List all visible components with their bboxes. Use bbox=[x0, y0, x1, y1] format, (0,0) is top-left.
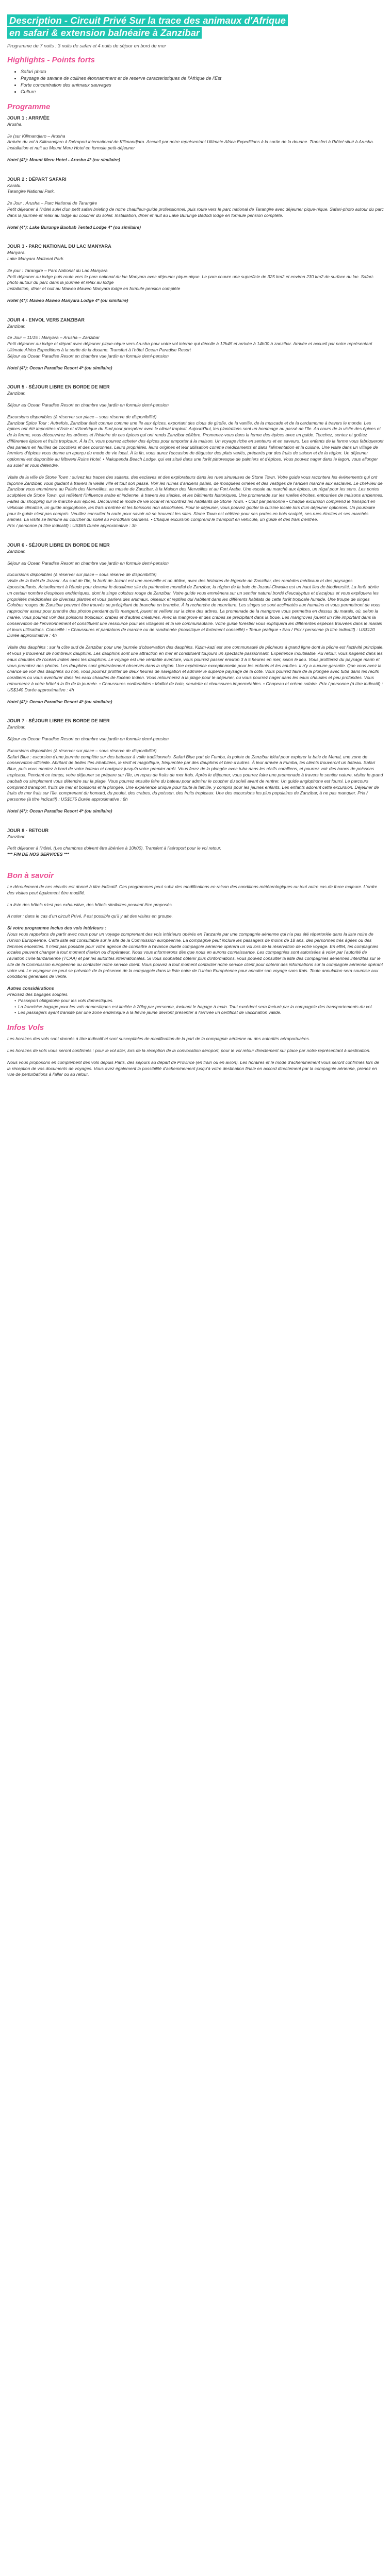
day-place: Zanzibar. bbox=[7, 724, 26, 730]
day-paragraph: Visite de la ville de Stone Town : suivez les traces des sultans, des esclaves et des explorateurs dans les rues sinueuses de Stone Town. Votre guide vous racontera les événements qui ont façonné Zanzibar, vous guidant à travers la vieille ville et tout son passé. Voir les ruines d'anciens palais, de mosquées ornées et des vestiges de l'ancien marché aux esclaves. Le chef-lieu de Zanzibar vous emmènera au Palais des Merveilles, au musée de Zanzibar, à la Maison des Merveilles et au Fort Arabe. Une escale au marché aux épices, un régal pour les sens. Les portes sculptées de Stone Town, qui reflètent l'influence arabe et indienne, à travers les siècles, et les bâtiments historiques. Une promenade sur les ruelles étroites, entourées de maisons anciennes. Faites du shopping sur le marché aux épices. Découvrez le mode de vie local et rencontrez les habitants de Stone Town. • Coût par personne • Chaque excursion comprend le transport en véhicule climatisé, un guide anglophone, les frais d'entrée et les boissons non alcoolisées. Pour le déjeuner, vous pouvez goûter la cuisine locale lors d'un déjeuner optionnel. Un pourboire pour le guide n'est pas compris. Veuillez consulter la carte pour savoir où se trouvent les sites. Stone Town est célèbre pour ses portes en bois sculpté, ses rues étroites et ses marchés animés. La visite se termine au coucher du soleil au Forodhani Gardens. • Chaque excursion comprend le transport en véhicule, un guide et des frais d'entrée. bbox=[7, 474, 384, 522]
day-hotel: Hotel (4*): Lake Burunge Baobab Tented Lodge 4* (ou similaire) bbox=[7, 224, 141, 230]
consideration-item: • La franchise bagage pour les vols domestiques est limitée à 20kg par personne, incluant le bagage à main. Tout excédent sera facturé par la compagnie des transportements du vol. bbox=[14, 1004, 384, 1010]
consideration-item: • Passeport obligatoire pour les vols domestiques. bbox=[14, 998, 384, 1004]
day-paragraph: 3e jour : Tarangire – Parc National du Lac Manyara bbox=[7, 267, 108, 273]
other-considerations-list bbox=[7, 998, 384, 1016]
day-hotel: Hotel (4*): Ocean Paradise Resort 4* (ou similaire) bbox=[7, 808, 112, 814]
page-title: Description - Circuit Privé Sur la trace des animaux d'Afrique en safari & extension balnéaire à Zanzibar bbox=[7, 14, 288, 39]
other-considerations-title: Autres considérations bbox=[7, 986, 54, 991]
highlight-item: • Forte concentration des animaux sauvages bbox=[21, 82, 384, 89]
day-paragraph: Séjour au Ocean Paradise Resort en chambre vue jardin en formule demi-pension bbox=[7, 736, 169, 741]
day-6 bbox=[7, 543, 384, 705]
day-title: JOUR 4 - ENVOL VERS ZANZIBAR bbox=[7, 317, 85, 323]
day-paragraph: Arrivée du vol à Kilimandjaro à l'aéroport international de Kilimandjaro. Accueil par notre représentant Ultimate Africa Expeditions à la sortie de la douane. Transfert à l'hôtel situé à Arusha. bbox=[7, 139, 374, 145]
day-paragraph: Excursions disponibles (à réserver sur place – sous réserve de disponibilité) bbox=[7, 572, 157, 578]
programme-summary: Programme de 7 nuits : 3 nuits de safari et 4 nuits de séjour en bord de mer bbox=[7, 43, 166, 48]
bon-a-savoir-section bbox=[7, 884, 384, 1016]
domestic-flights-text: Nous vous rappelons de partir avec nous pour un voyage comprenant des vols intérieurs opérés en Tanzanie par une compagnie aérienne qui n'a pas été répertoriée dans la liste noire de l'Union Européenne. Cette liste est consultable sur le site de la Commission européenne. La compagnie peut inclure les passagers de moins de 18 ans, des personnes très âgées ou des femmes enceintes. Il n'est pas possible pour votre agence de connaître à l'avance quelle compagnie aérienne opérera un vol lors de la réservation de votre voyage. En effet, les compagnies locales peuvent changer à tout moment d'avion ou d'opérateur. Nous vous informerons dès que nous en aurons connaissance. Les compagnies sont autorisées à voler par l'autorité de l'aviation civile tanzanienne (TCAA) et par les autorités internationales. Si vous souhaitez obtenir plus d'informations, vous pouvez consulter la liste des compagnies aériennes interdites sur le site de la Commission européenne ou contacter notre service client. Vous pouvez à tout moment contacter notre service client pour obtenir des informations sur la compagnie aérienne opérant votre vol. Le voyageur ne peut se prévaloir de la présence de la compagnie dans la liste noire de l'Union Européenne pour annuler son voyage sans frais. Toute annulation sera soumise aux conditions générales de vente. bbox=[7, 931, 383, 979]
day-2 bbox=[7, 177, 384, 231]
day-4 bbox=[7, 317, 384, 371]
flight-info-paragraph: Nous vous proposons en complément des vols depuis Paris, des séjours au départ de Province (en train ou en avion). Les horaires et le mode d'acheminement vous seront confirmés lors de la réception de vos documents de voyages. Vous avez également la possibilité d'acheminement jusqu'à votre destination finale en accord directement par la compagnie aérienne, prenez en vue de perturbations à l'aller ou au retour. bbox=[7, 1059, 380, 1077]
highlight-item: • Safari photo bbox=[21, 69, 384, 75]
highlight-item: • Paysage de savane de collines étonnamment et de reserve caracteristiques de l'Afrique de l'Est bbox=[21, 75, 384, 82]
day-paragraph: 2e Jour : Arusha – Parc National de Tarangire bbox=[7, 200, 97, 206]
other-considerations-intro: Précisez des bagages souples. bbox=[7, 992, 69, 997]
day-3 bbox=[7, 244, 384, 303]
day-paragraph: Séjour au Ocean Paradise Resort en chambre vue jardin en formule demi-pension bbox=[7, 560, 169, 566]
day-paragraph: Je (sur Kilimandjaro – Arusha bbox=[7, 133, 66, 139]
programme-heading: Programme bbox=[7, 103, 51, 111]
day-place: Zanzibar. bbox=[7, 834, 26, 839]
day-place: Zanzibar. bbox=[7, 548, 26, 554]
day-title: JOUR 1 : ARRIVÉE bbox=[7, 115, 50, 121]
day-paragraph: Excursions disponibles (à réserver sur place – sous réserve de disponibilité) bbox=[7, 748, 157, 753]
highlight-item: • Culture bbox=[21, 89, 384, 95]
day-paragraph: Installation et nuit au Mount Meru Hotel en formule petit-déjeuner bbox=[7, 145, 135, 151]
day-place-secondary: Lake Manyara National Park. bbox=[7, 256, 64, 261]
highlights-list bbox=[7, 69, 384, 95]
day-paragraph: Petit déjeuner à l'hôtel suivi d'un petit safari briefing de notre chauffeur-guide professionnel, puis route vers le parc national de Tarangire avec déjeuner pique-nique. Safari-photo autour du parc dans la journée et relax au lodge au coucher du soleil. Installation, dîner et nuit au Lake Burunge Badodi lodge en formule pension complète. bbox=[7, 206, 384, 218]
flight-info-paragraph: Les horaires des vols sont donnés à titre indicatif et sont susceptibles de modification de la part de la compagnie aérienne ou des autorités aéroportuaires. bbox=[7, 1036, 311, 1042]
day-place: Zanzibar. bbox=[7, 391, 26, 396]
domestic-flights-title: Si votre programme inclus des vols intérieurs : bbox=[7, 925, 106, 931]
day-paragraph: Séjour au Ocean Paradise Resort en chambre vue jardin en formule demi-pension bbox=[7, 353, 169, 359]
day-paragraph: Prix / personne (à titre indicatif) : US$65 Durée approximative : 3h bbox=[7, 523, 137, 529]
day-title: JOUR 6 - SÉJOUR LIBRE EN BORDE DE MER bbox=[7, 543, 110, 548]
day-paragraph: Safari Blue : excursion d'une journée complète sur des bateaux à voile traditionnels. Safari Blue part de Fumba, la pointe de Zanzibar idéal pour explorer la baie de Menai, une zone de conservation officielle. Abritant de belles îles inhabitées, le récif et magnifique, fréquentée par des dauphins et bien d'autres. À leur arrivée à Fumba, les clients trouveront un bateau. Safari Blue, puis vous montez à bord de votre bateau et naviguez jusqu'à votre premier arrêt. Vous ferez de la plongée avec tuba dans les récifs coralliens, et pourrez voir des bancs de poissons tropicaux. Pendant ce temps, votre déjeuner se prépare sur l'île, un repas de fruits de mer frais. Après le déjeuner, vous pourrez faire une promenade à travers le sentier nature, visiter le grand baobab ou simplement vous détendre sur la plage. Vous pourrez ensuite faire du bateau pour admirer le coucher du soleil avant de rentrer. Un guide anglophone est fourni. Le parcours comprend transport, fruits de mer et boissons et la plongée. Une expérience unique pour toute la famille, y compris pour les jeunes enfants. Les enfants adorent cette excursion. Déjeuner de fruits de mer frais sur l'île, comprenant du homard, du poulet, des crabes, du poisson, des fruits tropicaux. Une des excursions les plus populaires de Zanzibar, à ne pas manquer. Prix / personne (à titre indicatif) : US$175 Durée approximative : 6h bbox=[7, 754, 383, 802]
day-7 bbox=[7, 718, 384, 814]
day-paragraph: 4e Jour – 11/15 : Manyara – Arusha – Zanzibar bbox=[7, 335, 100, 341]
day-paragraph: Petit déjeuner au lodge et départ avec déjeuner pique-nique vers Arusha pour votre vol interne qui décolle à 12h45 et arrivée à 14h00 à zanzibar. Arrivée et accueil par notre représentant Ultimate Africa Expeditions à la sortie de la douane. Transfert à l'hôtel Ocean Paradise Resort bbox=[7, 341, 372, 352]
title-wrap bbox=[7, 14, 286, 39]
day-hotel: Hotel (4*): Mount Meru Hotel - Arusha 4* (ou similaire) bbox=[7, 157, 120, 162]
day-place: Manyara. bbox=[7, 250, 26, 256]
day-paragraph: Excursions disponibles (à réserver sur place – sous réserve de disponibilité) bbox=[7, 414, 157, 419]
day-paragraph: Petit déjeuner à l'hôtel. (Les chambres doivent être libérées à 10h00). Transfert à l'aéroport pour le vol retour. bbox=[7, 845, 222, 851]
end-of-services: *** FIN DE NOS SERVICES *** bbox=[7, 852, 69, 857]
day-place: Karatu. bbox=[7, 182, 22, 188]
day-paragraph: Séjour au Ocean Paradise Resort en chambre vue jardin en formule demi-pension bbox=[7, 402, 169, 408]
day-paragraph: Petit déjeuner au lodge puis route vers le parc national du lac Manyara avec déjeuner pique-nique. Le parc couvre une superficie de 325 km2 et environ 230 km2 de surface du lac. Safari-photo autour du parc dans la journée et relax au lodge bbox=[7, 274, 374, 285]
info-paragraph: La liste des hôtels n'est pas exhaustive, des hôtels similaires peuvent être proposés. bbox=[7, 902, 173, 907]
day-title: JOUR 3 - PARC NATIONAL DU LAC MANYARA bbox=[7, 244, 111, 249]
day-paragraph: Installation, dîner et nuit au Maweo Maweo Manyara lodge en formule pension complète bbox=[7, 286, 181, 292]
day-8 bbox=[7, 828, 384, 858]
info-paragraph: A noter : dans le cas d'un circuit Privé, il est possible qu'il y ait des visites en groupe. bbox=[7, 913, 173, 919]
day-hotel: Hotel (4*): Ocean Paradise Resort 4* (ou similaire) bbox=[7, 699, 112, 704]
day-title: JOUR 7 - SÉJOUR LIBRE EN BORDE DE MER bbox=[7, 718, 110, 724]
day-title: JOUR 5 - SÉJOUR LIBRE EN BORDE DE MER bbox=[7, 384, 110, 390]
page bbox=[0, 0, 391, 1089]
day-place-secondary: Tarangire National Park. bbox=[7, 189, 55, 194]
day-paragraph: Zanzibar Spice Tour : Autrefois, Zanzibar était connue comme une île aux épices, exportant des clous de girofle, de la vanille, de la muscade et de la cardamome à travers le monde. Les épices ont été importées d'Asie et d'Amérique du Sud pour prospérer avec le climat tropical. Aujourd'hui, les plantations sont un hommage au passé de l'île. Au cours de la visite des épices et de la ferme, vous découvrirez les arômes et l'histoire de ces épices qui ont rendu Zanzibar célèbre. Promenez-vous dans la ferme des épices avec un guide. Touchez, sentez et goûtez différentes épices et fruits tropicaux. À la fin, vous pourrez acheter des épices pour emporter à la maison. Un voyage riche en senteurs et en saveurs. Les enfants de la ferme vous fabriqueront des paniers en feuilles de cocotiers et des couronnes. Leurs propriétés, leurs origines et leur utilisation comme médicaments et dans l'alimentation et la cuisine. Une visite dans un village de fermiers d'épices vous donne un aperçu du mode de vie local. À la fin, vous aurez l'occasion de déguster des plats variés, préparés par des fruits de saison et de la région. Un déjeuner optionnel est disponible au Mbweni Ruins Hotel. • Nakupenda Beach Lodge, qui est situé dans une forêt pittoresque de palmiers et d'épices. Vous pouvez nager dans le lagon, vous allonger au soleil et vous détendre. bbox=[7, 420, 384, 468]
day-1 bbox=[7, 115, 384, 163]
day-5 bbox=[7, 384, 384, 529]
infos-vols-heading: Infos Vols bbox=[7, 1023, 44, 1032]
info-paragraph: Le déroulement de ces circuits est donné à titre indicatif. Ces programmes peut subir des modifications en raison des conditions météorologiques ou tout autre cas de force majeure. L'ordre des visites peut également être modifié. bbox=[7, 884, 378, 895]
day-place: Arusha. bbox=[7, 121, 23, 127]
day-paragraph: Visite de la forêt de Jozani : Au sud de l'île, la forêt de Jozani est une merveille et un délice, avec des histoires de légende de Zanzibar, des remèdes médicaux et des paysages époustouflants. Actuellement à l'étude pour devenir le deuxième site du patrimoine mondial de Zanzibar, la région de la baie de Jozani-Chwaka est un haut lieu de biodiversité. La forêt abrite un certain nombre d'espèces endémiques, dont le singe colobus rouge de Zanzibar. Votre guide vous emmènera sur un sentier naturel bordé d'eucalyptus et d'acajous et vous expliquera les propriétés médicinales de diverses plantes et vous parlera des animaux, oiseaux et reptiles qui habitent dans les différents habitats de cette forêt tropicale humide. Une troupe de singes Colobus rouges de Zanzibar peuvent être trouvés se précipitant de branche en branche. À la recherche de nourriture. Les singes se sont acclimatés aux humains et vous permettront de vous rapprocher assez pour prendre des photos pendant qu'ils mangent, jouent et veillent sur la cime des arbres. La promenade de la mangrove vous permettra en dessus du marais, où, selon la marée, vous pourrez voir des poissons tropicaux, crabes et d'autres créatures. Avec la mangrove et des crabes se précipitant dans la boue. Les mangroves jouent un rôle important dans la conservation de l'environnement et constituent une ressource pour les villageois et la vie communautaire. Votre guide forestier vous expliquera les différentes espèces trouvées dans le marais et leurs utilisations. Conseillé : • Chaussures et pantalons de marche ou de randonnée (moustique et fortement conseillé) • Tenue pratique • Eau / Prix / personne (à titre indicatif) : US$120 Durée approximative : 4h bbox=[7, 578, 382, 638]
day-hotel: Hotel (4*): Ocean Paradise Resort 4* (ou similaire) bbox=[7, 365, 112, 370]
highlights-heading: Highlights - Points forts bbox=[7, 56, 95, 64]
consideration-item: • Les passagers ayant transité par une zone endémique à la fièvre jaune devront présenter à l'arrivée un certificat de vaccination valide. bbox=[14, 1010, 384, 1016]
day-paragraph: Visite des dauphins : sur la côte sud de Zanzibar pour une journée d'observation des dauphins. Kizim-kazi est une communauté de pêcheurs à grand ligne dont la pêche est l'activité principale, et vous y trouverez de nombreux dauphins. Les dauphins sont une attraction en mer et constituent toujours un spectacle passionnant. Expérience inoubliable. Au retour, vous nagerez dans les eaux chaudes de l'océan indien avec les dauphins. Le voyage est une véritable aventure, vous pourrez passer environ 3 à 5 heures en mer, selon le lieu. Vous profiterez du paysage marin et vous prendrez des photos. Les dauphins sont généralement observés dans la région. Une expérience exceptionnelle pour les enfants et les adultes. Il n'y a aucune garantie. Que vous avez la chance de voir des dauphins ou non, vous pourrez profiter de deux heures de navigation et admirer le superbe paysage de la côte. Vous pourrez faire de la plongée avec tuba dans les récifs coralliens ou vous aventurer dans les eaux chaudes de l'océan Indien. Vous retournerez à la plage pour le déjeuner, ou vous pourrez nager dans les eaux chaudes et peu profondes. Vous retournerez à votre hôtel à la fin de la journée. • Chaussures confortables • Maillot de bain, serviette et chaussures imperméables. • Chapeau et crème solaire. Prix / personne (à titre indicatif) : US$140 Durée approximative : 4h bbox=[7, 645, 384, 692]
bon-a-savoir-heading: Bon à savoir bbox=[7, 871, 54, 880]
infos-vols-section bbox=[7, 1036, 384, 1078]
day-hotel: Hotel (4*): Maweo Maweo Manyara Lodge 4* (ou similaire) bbox=[7, 297, 128, 303]
day-title: JOUR 2 : DÉPART SAFARI bbox=[7, 176, 67, 182]
day-title: JOUR 8 - RETOUR bbox=[7, 827, 48, 833]
flight-info-paragraph: Les horaires de vols vous seront confirmés : pour le vol aller, lors de la réception de la convocation aéroport, pour le vol retour directement sur place par notre représentant à destination. bbox=[7, 1048, 371, 1054]
day-place: Zanzibar. bbox=[7, 323, 26, 329]
